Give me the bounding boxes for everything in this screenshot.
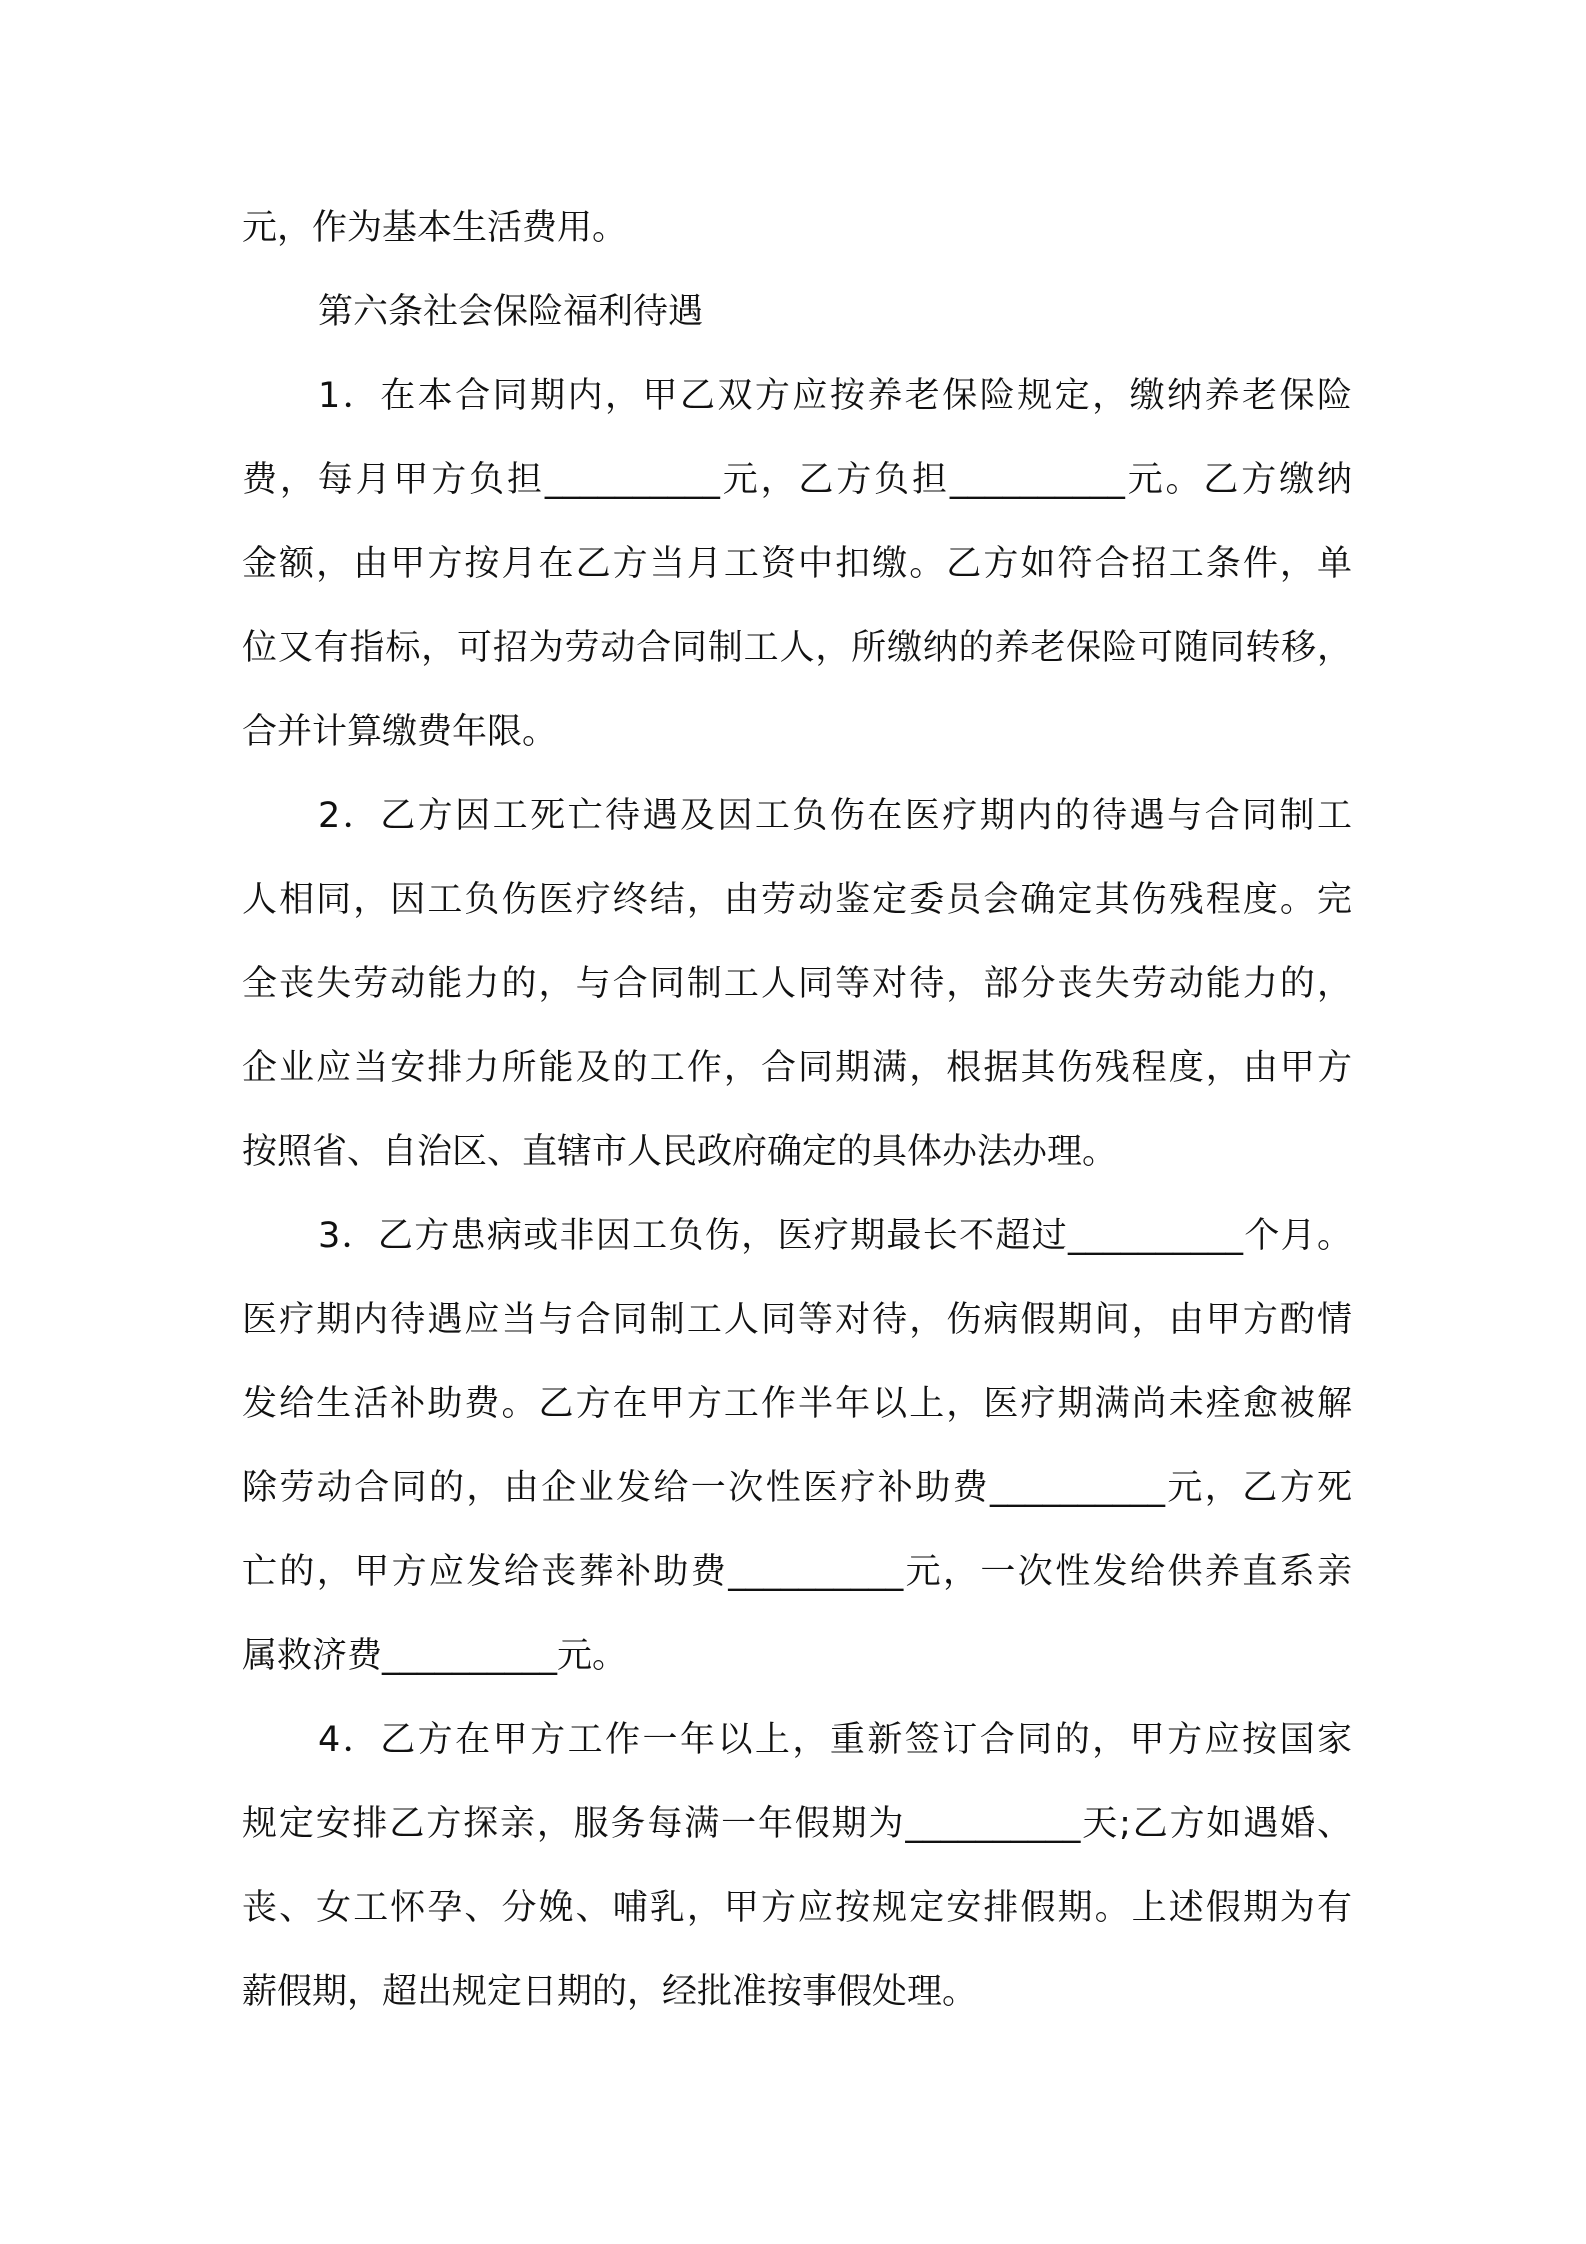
text-line: 丧、女工怀孕、分娩、哺乳，甲方应按规定安排假期。上述假期为有 (242, 1888, 1352, 1928)
section-heading: 第六条社会保险福利待遇 (318, 292, 704, 332)
text-line: 1．在本合同期内，甲乙双方应按养老保险规定，缴纳养老保险 (318, 376, 1352, 416)
text-line: 位又有指标，可招为劳动合同制工人，所缴纳的养老保险可随同转移， (242, 628, 1352, 668)
text-line: 3．乙方患病或非因工负伤，医疗期最长不超过__________个月。 (318, 1216, 1352, 1256)
text-line: 全丧失劳动能力的，与合同制工人同等对待，部分丧失劳动能力的， (242, 964, 1352, 1004)
text-line: 人相同，因工负伤医疗终结，由劳动鉴定委员会确定其伤残程度。完 (242, 880, 1352, 920)
text-line: 金额，由甲方按月在乙方当月工资中扣缴。乙方如符合招工条件，单 (242, 544, 1352, 584)
text-line: 4．乙方在甲方工作一年以上，重新签订合同的，甲方应按国家 (318, 1720, 1352, 1760)
text-line: 除劳动合同的，由企业发给一次性医疗补助费__________元，乙方死 (242, 1468, 1352, 1508)
text-line: 企业应当安排力所能及的工作，合同期满，根据其伤残程度，由甲方 (242, 1048, 1352, 1088)
text-line: 薪假期，超出规定日期的，经批准按事假处理。 (242, 1972, 978, 2012)
text-line: 亡的，甲方应发给丧葬补助费__________元，一次性发给供养直系亲 (242, 1552, 1352, 1592)
text-line: 费，每月甲方负担__________元，乙方负担__________元。乙方缴纳 (242, 460, 1352, 500)
text-line: 规定安排乙方探亲，服务每满一年假期为__________天;乙方如遇婚、 (242, 1804, 1352, 1844)
text-line: 按照省、自治区、直辖市人民政府确定的具体办法办理。 (242, 1132, 1118, 1172)
text-line: 医疗期内待遇应当与合同制工人同等对待，伤病假期间，由甲方酌情 (242, 1300, 1352, 1340)
text-line: 2．乙方因工死亡待遇及因工负伤在医疗期内的待遇与合同制工 (318, 796, 1352, 836)
text-line: 合并计算缴费年限。 (242, 712, 558, 752)
text-line: 属救济费__________元。 (242, 1636, 628, 1676)
text-line: 发给生活补助费。乙方在甲方工作半年以上，医疗期满尚未痊愈被解 (242, 1384, 1352, 1424)
text-line: 元，作为基本生活费用。 (242, 208, 628, 248)
